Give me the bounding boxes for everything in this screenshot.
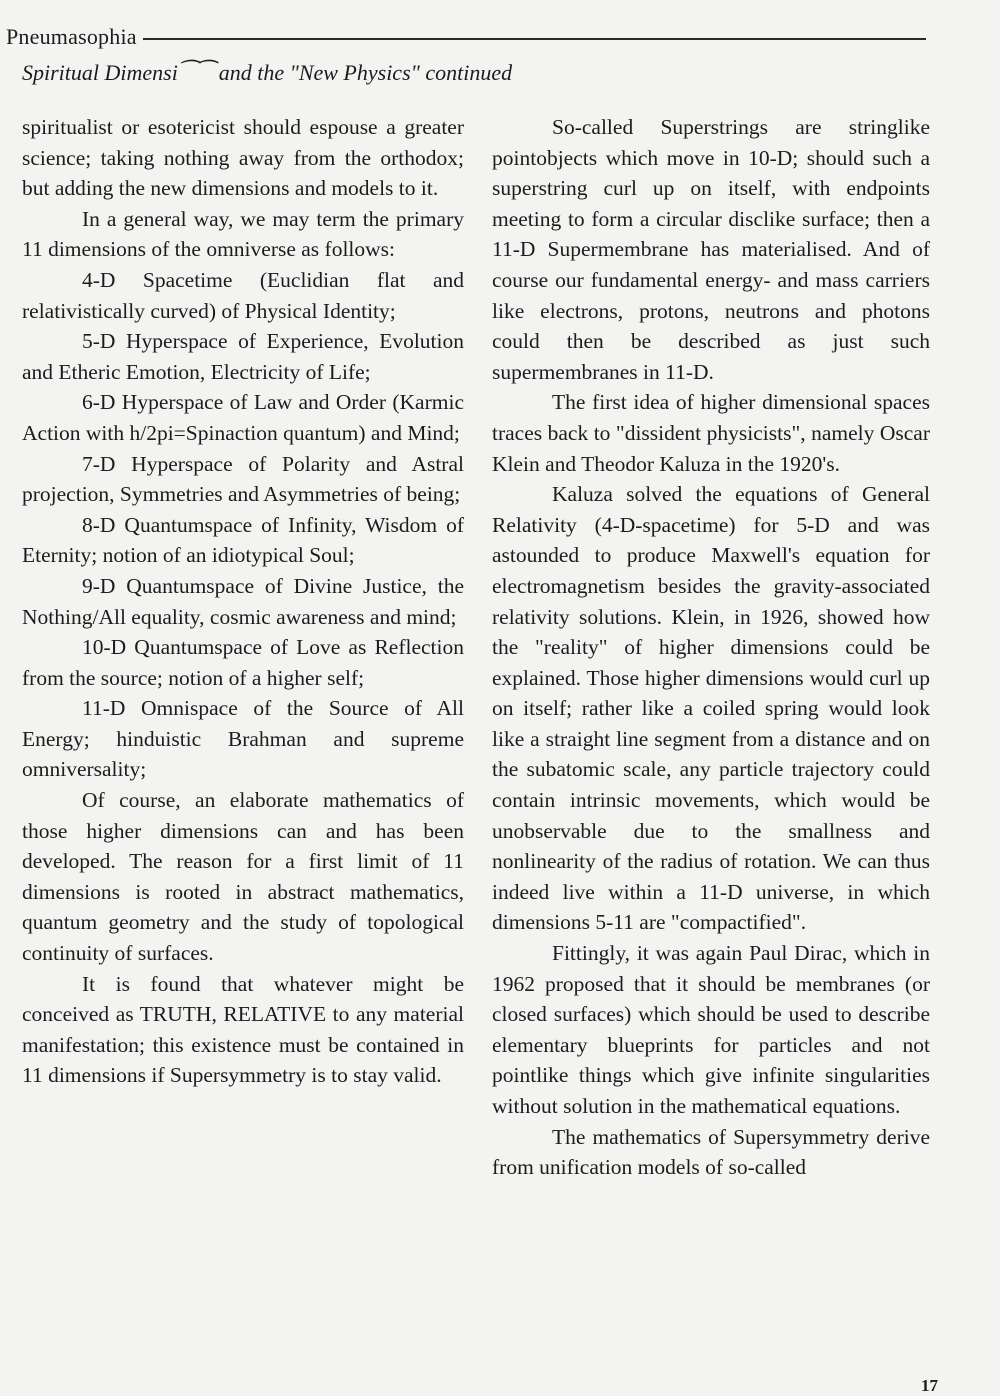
paragraph: 10-D Quantumspace of Love as Reflection from the source; notion of a higher self; [22, 635, 464, 690]
article-title: Spiritual Dimensi⁀⁀ and the "New Physics" continued [22, 60, 513, 85]
paragraph: 11-D Omnispace of the Source of All Energy; hinduistic Brahman and supreme omniversality; [22, 696, 464, 782]
page-number: 17 [921, 1376, 938, 1395]
paragraph: spiritualist or esotericist should espouse a greater science; taking nothing away from the orthodox; but adding the new dimensions and models to it. [22, 115, 464, 201]
journal-title: Pneumasophia [6, 24, 137, 49]
left-column [22, 112, 464, 1091]
paragraph: 5-D Hyperspace of Experience, Evolution and Etheric Emotion, Electricity of Life; [22, 329, 464, 384]
paragraph: Of course, an elaborate mathematics of those higher dimensions can and has been developed. The reason for a first limit of 11 dimensions is rooted in abstract mathematics, quantum geometry and the study of topological continuity of surfaces. [22, 788, 464, 966]
paragraph: Fittingly, it was again Paul Dirac, which in 1962 proposed that it should be membranes (or closed surfaces) which should be used to describe elementary blueprints for particles and not pointlike things which give infinite singularities without solution in the mathematical equations. [492, 941, 930, 1118]
paragraph: It is found that whatever might be conceived as TRUTH, RELATIVE to any material manifestation; this existence must be contained in 11 dimensions if Supersymmetry is to stay valid. [22, 971, 464, 1088]
paragraph: 4-D Spacetime (Euclidian flat and relativistically curved) of Physical Identity; [22, 267, 464, 323]
paragraph: In a general way, we may term the primary 11 dimensions of the omniverse as follows: [22, 206, 464, 262]
paragraph: Kaluza solved the equations of General Relativity (4-D-spacetime) for 5-D and was astounded to produce Maxwell's equation for electromagnetism besides the gravity-associated relativity solutions. Klein, in 1926, showed how the "reality" of higher dimensions could be explained. Those higher dimensions would curl up on itself; rather like a coiled spring would look like a straight line segment from a distance and on the subatomic scale, any particle trajectory could contain intrinsic movements, which would be unobservable due to the smallness and nonlinearity of the radius of rotation. We can thus indeed live within a 11-D universe, in which dimensions 5-11 are "compactified". [492, 482, 930, 935]
paragraph: The first idea of higher dimensional spaces traces back to "dissident physicists", namely Oscar Klein and Theodor Kaluza in the 1920's. [492, 390, 930, 476]
paragraph: 8-D Quantumspace of Infinity, Wisdom of Eternity; notion of an idiotypical Soul; [22, 512, 464, 568]
right-column [492, 112, 930, 1183]
paragraph: So-called Superstrings are stringlike pointobjects which move in 10-D; should such a superstring curl up on itself, with endpoints meeting to form a circular disclike surface; then a 11-D Supermembrane has materialised. And of course our fundamental energy- and mass carriers like electrons, protons, neutrons and photons could then be described as just such supermembranes in 11-D. [492, 115, 930, 384]
paragraph: The mathematics of Supersymmetry derive from unification models of so-called [492, 1124, 930, 1180]
header-rule [143, 38, 926, 40]
running-header [6, 22, 926, 52]
paragraph: 6-D Hyperspace of Law and Order (Karmic Action with h/2pi=Spinaction quantum) and Mind; [22, 390, 464, 445]
paragraph: 7-D Hyperspace of Polarity and Astral projection, Symmetries and Asymmetries of being; [22, 451, 464, 507]
paragraph: 9-D Quantumspace of Divine Justice, the Nothing/All equality, cosmic awareness and mind; [22, 573, 464, 629]
